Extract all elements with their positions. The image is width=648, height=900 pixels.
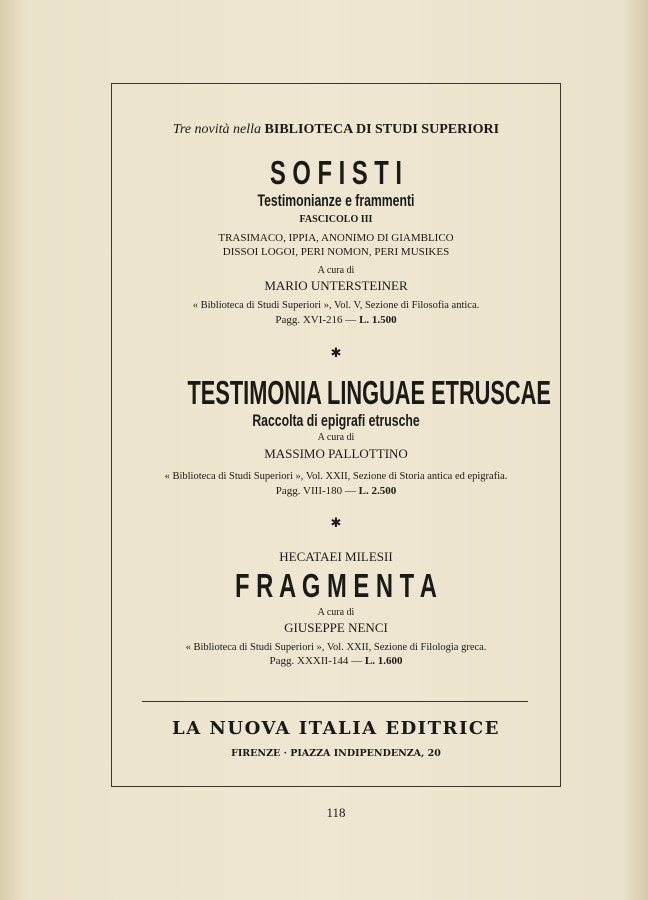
- book1-contents-2: DISSOI LOGOI, PERI NOMON, PERI MUSIKES: [222, 246, 450, 258]
- publisher-address: FIRENZE · PIAZZA INDIPENDENZA, 20: [231, 748, 441, 759]
- book1-title: S O F I S T I: [269, 154, 403, 191]
- header-intro: Tre novità nella: [172, 122, 262, 137]
- book3-editor: GIUSEPPE NENCI: [284, 620, 388, 635]
- book1-editor-label: A cura di: [317, 265, 355, 276]
- book1-price: L. 1.500: [359, 314, 397, 326]
- book1-pages: Pagg. XVI-216 —: [275, 314, 357, 326]
- separator-star-icon: ✱: [330, 515, 342, 530]
- book3-pretitle: HECATAEI MILESII: [279, 549, 393, 564]
- book1-editor: MARIO UNTERSTEINER: [264, 278, 408, 293]
- book2-series-info: « Biblioteca di Studi Superiori », Vol. XXII, Sezione di Storia antica ed epigrafia.: [164, 471, 508, 482]
- book2-editor-label: A cura di: [317, 432, 355, 443]
- header-line: [111, 123, 561, 137]
- divider-rule: [142, 701, 528, 702]
- book3-series-info: « Biblioteca di Studi Superiori », Vol. XXII, Sezione di Filologia greca.: [185, 642, 487, 653]
- header-series: BIBLIOTECA DI STUDI SUPERIORI: [264, 122, 500, 137]
- book3-editor-label: A cura di: [317, 607, 355, 618]
- book1-series-info: « Biblioteca di Studi Superiori », Vol. V, Sezione di Filosofia antica.: [192, 300, 480, 311]
- book2-subtitle: Raccolta di epigrafi etrusche: [252, 411, 420, 430]
- publisher-name: LA NUOVA ITALIA EDITRICE: [172, 718, 500, 739]
- book2-price: L. 2.500: [358, 485, 397, 497]
- book3-pages: Pagg. XXXII-144 —: [269, 655, 363, 667]
- book1-pages-price: [111, 315, 561, 326]
- book2-editor: MASSIMO PALLOTTINO: [264, 446, 408, 461]
- book1-fascicle: FASCICOLO III: [299, 214, 373, 225]
- book3-title: F R A G M E N T A: [235, 567, 437, 604]
- separator-star-icon: ✱: [330, 345, 342, 360]
- book3-price: L. 1.600: [364, 655, 403, 667]
- book2-pages-price: [111, 486, 561, 497]
- book3-pages-price: [111, 656, 561, 667]
- book2-title: TESTIMONIA LINGUAE ETRUSCAE: [187, 374, 551, 411]
- book1-contents-1: TRASIMACO, IPPIA, ANONIMO DI GIAMBLICO: [218, 232, 454, 244]
- book1-subtitle: Testimonianze e frammenti: [257, 191, 415, 210]
- book2-pages: Pagg. VIII-180 —: [275, 485, 356, 497]
- page-number: 118: [326, 805, 346, 820]
